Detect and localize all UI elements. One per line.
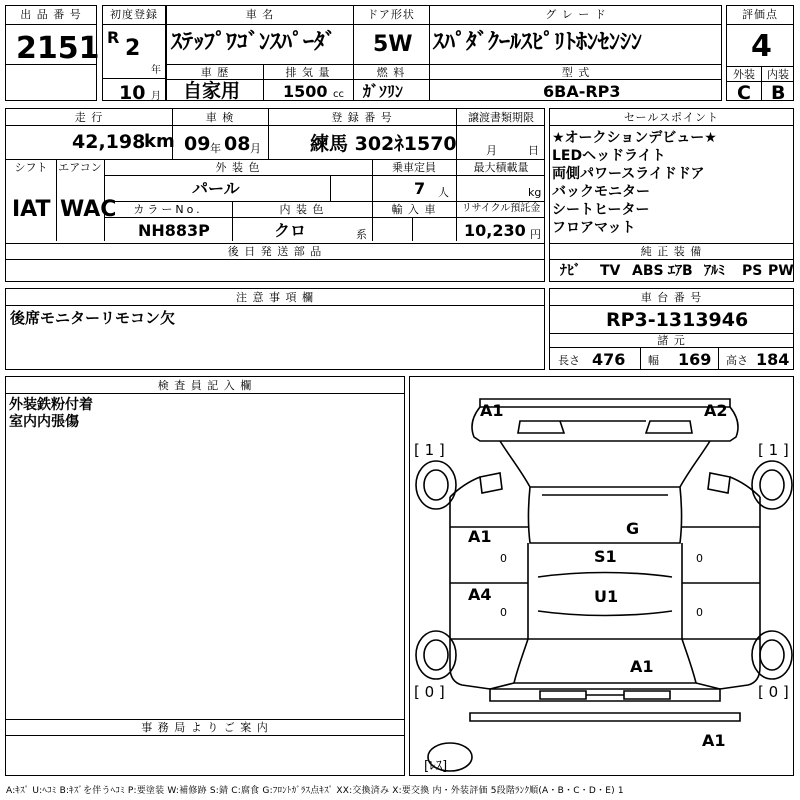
width: 169 (678, 350, 712, 369)
model-label: 型 式 (561, 66, 591, 79)
vehicle-info-box (5, 108, 545, 282)
recycle-unit: 円 (530, 228, 541, 241)
chassis-label: 車 台 番 号 (640, 291, 703, 304)
height: 184 (756, 350, 790, 369)
door-zero-left-top: 0 (500, 552, 507, 565)
damage-windshield: G (626, 519, 640, 538)
model: 6BA-RP3 (543, 82, 621, 101)
sales-points-box (549, 108, 794, 282)
load-label: 最大積載量 (473, 161, 529, 174)
damage-roof-rear: U1 (594, 587, 619, 606)
sales-point-5: シートヒーター (552, 202, 650, 218)
lot-number-label: 出 品 番 号 (20, 8, 82, 21)
color-number: NH883P (138, 221, 210, 240)
interior-unit: 系 (356, 228, 367, 241)
equipment-pw: PW (768, 263, 794, 279)
ext-grade: C (737, 82, 751, 104)
chassis-box (549, 288, 794, 370)
lot-number-box (5, 5, 100, 101)
mileage-unit: km (144, 131, 175, 152)
first-registration-box (102, 5, 166, 104)
registration-year: 2 (125, 36, 141, 61)
inspector-line-1: 外装鉄粉付着 (9, 397, 93, 413)
door-zero-right-top: 0 (696, 552, 703, 565)
door-type-label: ドア形状 (367, 8, 415, 21)
equipment-tv: TV (600, 263, 621, 279)
sales-points-label: セールスポイント (623, 111, 719, 124)
spare-tire: [ﾚｽ] (424, 759, 448, 774)
notes-label: 注 意 事 項 欄 (236, 291, 314, 304)
chassis-number: RP3-1313946 (606, 309, 749, 331)
ac: WAC (60, 197, 117, 222)
office-label: 事 務 局 よ り ご 案 内 (141, 721, 269, 734)
equipment-abs: ABS (632, 263, 664, 279)
damage-roof-front: S1 (594, 547, 617, 566)
tire-rear-right: [ 0 ] (758, 683, 789, 701)
first-registration-label: 初度登録 (110, 8, 158, 21)
sales-point-1: ★オークションデビュー★ (552, 130, 717, 146)
inspection-year: 09 (184, 133, 211, 155)
tire-front-right: [ 1 ] (758, 441, 789, 459)
inspection-month-unit: 月 (250, 142, 261, 155)
sales-point-3: 両側パワースライドドア (552, 166, 705, 182)
shift-label: シフト (14, 161, 48, 174)
equipment-ps: PS (742, 263, 763, 279)
car-name-label: 車 名 (245, 8, 275, 21)
color-label: 外 装 色 (215, 161, 261, 174)
registration-month: 10 (119, 82, 146, 104)
color-no-label: カラーNo. (133, 203, 203, 216)
int-grade-label: 内装 (767, 68, 789, 81)
tire-rear-left: [ 0 ] (414, 683, 445, 701)
mileage-label: 走 行 (74, 111, 104, 124)
ext-grade-label: 外装 (733, 68, 755, 81)
damage-diagram (409, 376, 794, 776)
color: パール (192, 179, 240, 198)
plate-label: 登 録 番 号 (331, 111, 393, 124)
month-unit: 月 (151, 91, 161, 102)
sales-point-2: LEDヘッドライト (552, 148, 666, 164)
int-grade: B (771, 82, 786, 104)
damage-front-right: A2 (704, 401, 728, 420)
notes-text: 後席モニターリモコン欠 (10, 309, 176, 327)
score-label: 評価点 (742, 8, 778, 21)
interior-color: クロ (274, 221, 307, 240)
tire-front-left: [ 1 ] (414, 441, 445, 459)
later-parts-label: 後 日 発 送 部 品 (227, 245, 323, 258)
sales-point-4: バックモニター (552, 184, 650, 200)
displacement: 1500 (283, 82, 328, 101)
shift: IAT (12, 197, 51, 222)
equipment-airbag: ｴｱB (668, 263, 693, 279)
transfer-label: 譲渡書類期限 (468, 111, 534, 124)
spec-label: 諸 元 (657, 334, 686, 347)
transfer-day-unit: 日 (528, 144, 539, 157)
damage-left-rear-door: A4 (468, 585, 492, 604)
fuel-label: 燃 料 (376, 66, 406, 79)
damage-left-front-door: A1 (468, 527, 492, 546)
history-label: 車 歴 (200, 66, 230, 79)
capacity-label: 乗車定員 (392, 161, 436, 174)
car-name: ｽﾃｯﾌﾟﾜｺﾞﾝｽﾊﾟｰﾀﾞ (171, 30, 337, 55)
legend-text: A:ｷｽﾞ U:ﾍｺﾐ B:ｷｽﾞを伴うﾍｺﾐ P:要塗装 W:補修跡 S:錆 C:腐食 G:ﾌﾛﾝﾄｶﾞﾗｽ点ｷｽﾞ XX:交換済み X:要交換 内・外装評価 5段階ﾗﾝｸ順(A・B・C・D・E) 1 (6, 786, 624, 796)
displacement-label: 排 気 量 (285, 66, 331, 79)
interior-label: 内 装 色 (279, 203, 325, 216)
width-label: 幅 (648, 354, 659, 367)
import-label: 輸 入 車 (391, 203, 437, 216)
height-label: 高さ (726, 354, 748, 367)
equipment-nav: ﾅﾋﾞ (560, 263, 581, 279)
plate-number: 練馬 302ﾈ1570 (310, 133, 457, 155)
length: 476 (592, 350, 626, 369)
history: 自家用 (183, 80, 241, 102)
inspection-label: 車 検 (205, 111, 235, 124)
equipment-label: 純 正 装 備 (640, 245, 703, 258)
score-box (726, 5, 794, 104)
capacity-unit: 人 (438, 186, 449, 199)
inspection-month: 08 (224, 133, 251, 155)
era: R (107, 28, 120, 47)
equipment-alloy: ｱﾙﾐ (704, 263, 725, 279)
score: 4 (751, 29, 772, 64)
recycle-label: リサイクル預託金 (461, 203, 541, 214)
notes-box (5, 288, 545, 370)
car-info-box (166, 5, 722, 101)
door-zero-right-bottom: 0 (696, 606, 703, 619)
mileage: 42,198 (72, 131, 146, 153)
inspector-label: 検 査 員 記 入 欄 (157, 379, 253, 392)
inspection-year-unit: 年 (210, 142, 221, 155)
capacity: 7 (414, 179, 426, 198)
damage-rear-bumper: A1 (702, 731, 726, 750)
inspector-line-2: 室内内張傷 (9, 414, 79, 430)
load-unit: kg (528, 186, 542, 199)
year-unit: 年 (151, 65, 161, 76)
door-zero-left-bottom: 0 (500, 606, 507, 619)
fuel: ｶﾞｿﾘﾝ (363, 82, 404, 101)
grade: ｽﾊﾟﾀﾞｸｰﾙｽﾋﾟﾘﾄﾎﾝｾﾝｼﾝ (433, 30, 643, 55)
transfer-month-unit: 月 (486, 144, 497, 157)
ac-label: エアコン (58, 161, 102, 174)
inspector-box (5, 376, 405, 776)
door-type: 5W (373, 32, 413, 57)
car-outline-diagram (410, 377, 795, 777)
recycle-fee: 10,230 (464, 221, 526, 240)
lot-number: 2151 (16, 31, 100, 66)
displacement-unit: cc (333, 89, 344, 100)
damage-rear-right: A1 (630, 657, 654, 676)
length-label: 長さ (558, 354, 580, 367)
sales-point-6: フロアマット (552, 220, 636, 236)
damage-front-left: A1 (480, 401, 504, 420)
grade-label: グ レ ー ド (545, 8, 607, 21)
